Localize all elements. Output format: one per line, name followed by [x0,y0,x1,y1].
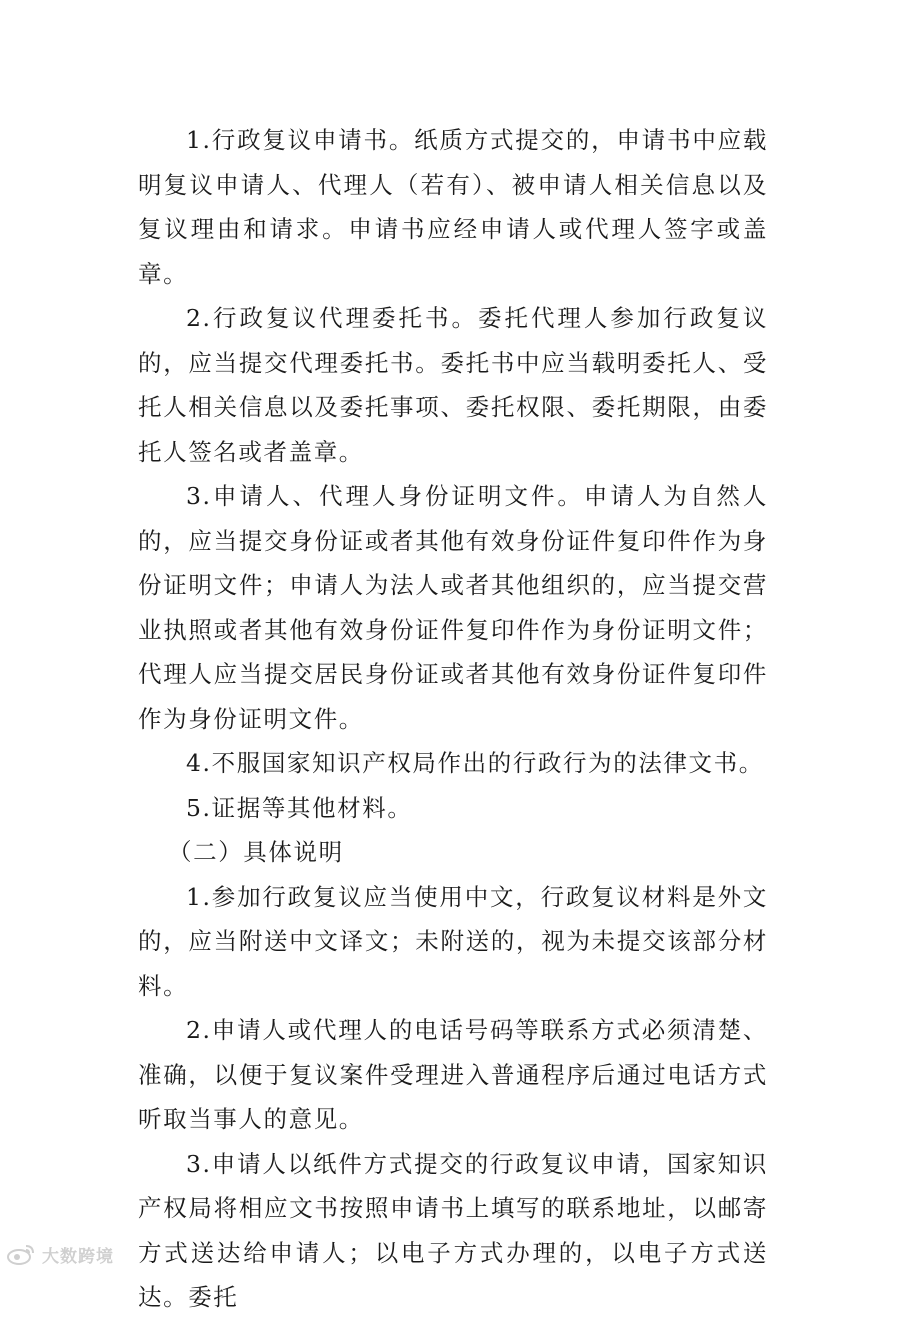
paragraph-contact-info: 2.申请人或代理人的电话号码等联系方式必须清楚、准确，以便于复议案件受理进入普通程序后通过电话方式听取当事人的意见。 [138,1016,768,1133]
paragraph-evidence: 5.证据等其他材料。 [186,793,413,822]
paragraph-application-form: 1.行政复议申请书。纸质方式提交的，申请书中应载明复议申请人、代理人（若有）、被申请人相关信息以及复议理由和请求。申请书应经申请人或代理人签字或盖章。 [138,126,768,288]
watermark [6,1241,114,1267]
section-heading: （二）具体说明 [168,838,344,866]
paragraph-power-of-attorney: 2.行政复议代理委托书。委托代理人参加行政复议的，应当提交代理委托书。委托书中应当载明委托人、受托人相关信息以及委托事项、委托权限、委托期限，由委托人签名或者盖章。 [138,304,768,466]
paragraph-identity-documents: 3.申请人、代理人身份证明文件。申请人为自然人的，应当提交身份证或者其他有效身份证件复印件作为身份证明文件；申请人为法人或者其他组织的，应当提交营业执照或者其他有效身份证件复印件作为身份证明文件；代理人应当提交居民身份证或者其他有效身份证件复印件作为身份证明文件。 [138,482,768,733]
weibo-logo-icon [6,1243,36,1265]
paragraph-delivery: 3.申请人以纸件方式提交的行政复议申请，国家知识产权局将相应文书按照申请书上填写的联系地址，以邮寄方式送达给申请人；以电子方式办理的，以电子方式送达。委托 [138,1149,768,1311]
paragraph-legal-instrument: 4.不服国家知识产权局作出的行政行为的法律文书。 [186,749,764,777]
document-page [138,118,768,1320]
watermark-text: 大数跨境 [42,1246,114,1267]
paragraph-language-requirement: 1.参加行政复议应当使用中文，行政复议材料是外文的，应当附送中文译文；未附送的，视为未提交该部分材料。 [138,882,768,1000]
